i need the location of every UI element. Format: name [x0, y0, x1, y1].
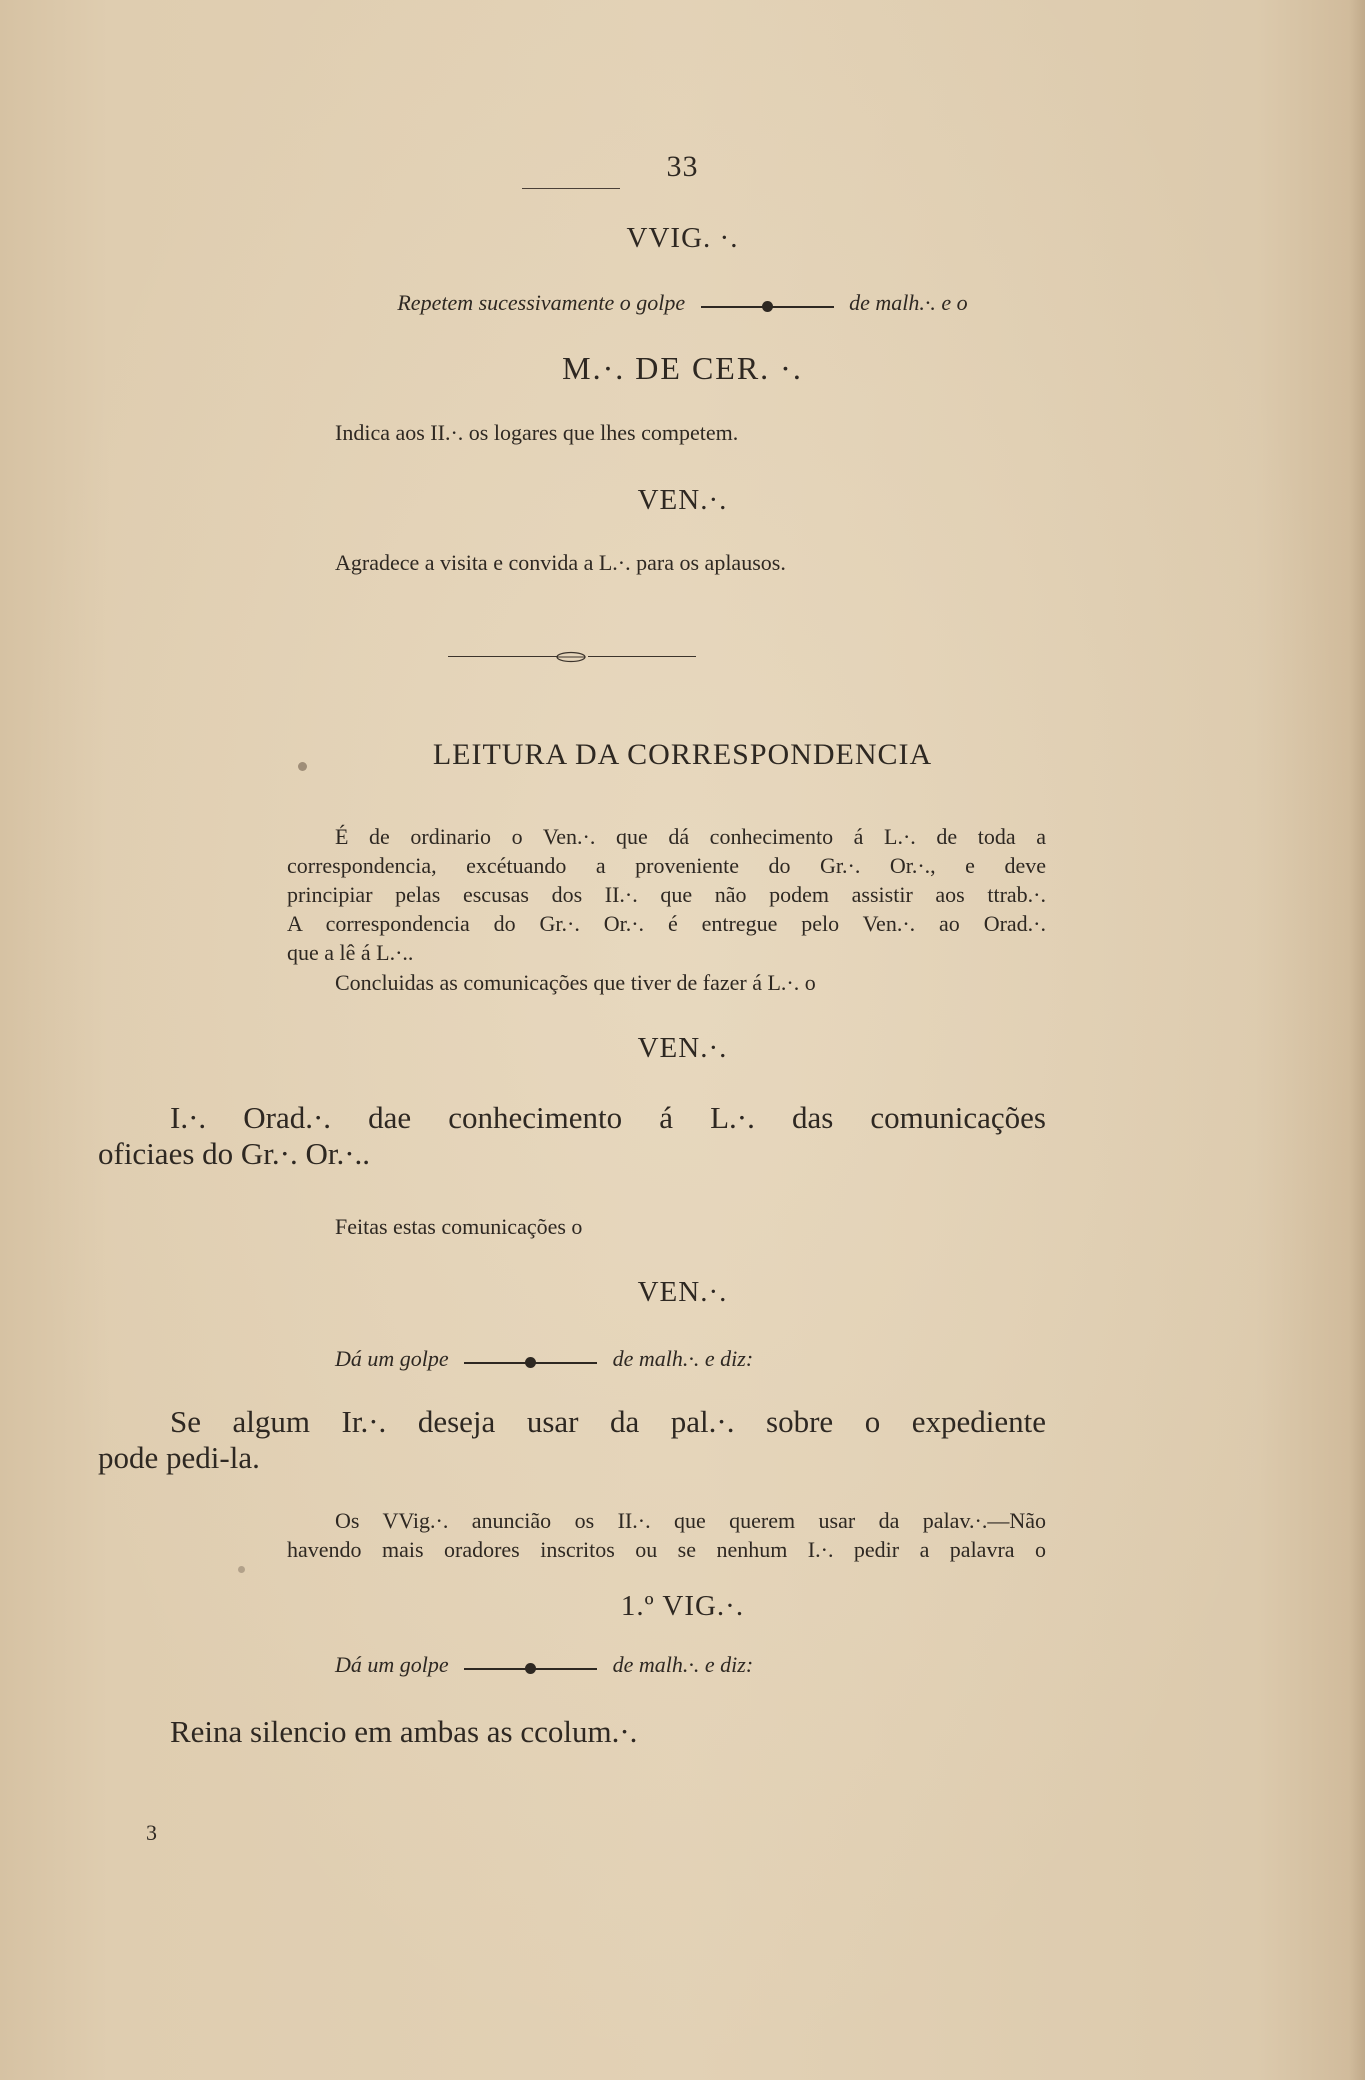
para1-line: que a lê á L.·.. — [287, 940, 414, 965]
speech-orad — [98, 1100, 1046, 1172]
speech-se-algum-line: Se algum Ir.·. deseja usar da pal.·. sobre o expediente — [170, 1404, 1046, 1439]
gavel-stroke-icon — [701, 292, 834, 318]
repetem-text-before: Repetem sucessivamente o golpe — [397, 290, 686, 315]
para1-line: correspondencia, excétuando a proveniente do Gr.·. Or.·., e deve — [287, 853, 1046, 878]
speech-reina: Reina silencio em ambas as ccolum.·. — [170, 1714, 638, 1749]
da-golpe-2-after: de malh.·. e diz: — [612, 1652, 754, 1677]
da-golpe-1-before: Dá um golpe — [335, 1346, 449, 1371]
speech-orad-line: oficiaes do Gr.·. Or.·.. — [98, 1136, 371, 1171]
da-golpe-2-before: Dá um golpe — [335, 1652, 449, 1677]
speech-se-algum-line: pode pedi-la. — [98, 1440, 260, 1475]
speaker-ven-1: VEN.·. — [637, 484, 728, 516]
para1-line: É de ordinario o Ven.·. que dá conhecimento á L.·. de toda a — [335, 824, 1046, 849]
ink-speck — [238, 1566, 245, 1573]
stage-direction-da-golpe-2 — [335, 1652, 753, 1680]
stage-direction-indica: Indica aos II.·. os logares que lhes competem. — [335, 420, 739, 445]
divider-ornament — [448, 650, 696, 664]
speech-se-algum — [98, 1404, 1046, 1476]
repetem-text-after: de malh.·. e o — [849, 290, 968, 315]
stage-direction-agradece: Agradece a visita e convida a L.·. para os aplausos. — [335, 550, 786, 575]
speech-orad-line: I.·. Orad.·. dae conhecimento á L.·. das comunicações — [170, 1100, 1046, 1135]
signature-mark: 3 — [146, 1820, 157, 1845]
para1-line: principiar pelas escusas dos II.·. que não podem assistir aos ttrab.·. — [287, 882, 1046, 907]
gavel-stroke-icon — [464, 1654, 597, 1680]
paragraph-correspondencia — [287, 822, 1046, 967]
speaker-ven-2: VEN.·. — [637, 1032, 728, 1064]
stage-direction-repetem — [0, 290, 1365, 318]
speaker-ven-3: VEN.·. — [637, 1276, 728, 1308]
speaker-vvig: VVIG. ·. — [626, 222, 739, 254]
os-vvig-line: havendo mais oradores inscritos ou se nenhum I.·. pedir a palavra o — [287, 1537, 1046, 1562]
page-number-rule — [522, 188, 620, 189]
page-number: 33 — [666, 150, 699, 183]
section-heading: LEITURA DA CORRESPONDENCIA — [432, 738, 933, 771]
speaker-primeiro-vig: 1.º VIG.·. — [620, 1590, 745, 1622]
paragraph-os-vvig — [287, 1506, 1046, 1564]
speaker-mestre-cerimonias: M.·. DE CER. ·. — [562, 350, 803, 386]
stage-direction-da-golpe-1 — [335, 1346, 753, 1374]
os-vvig-line: Os VVig.·. anuncião os II.·. que querem usar da palav.·.—Não — [335, 1508, 1046, 1533]
ink-speck — [298, 762, 307, 771]
para1-line: A correspondencia do Gr.·. Or.·. é entregue pelo Ven.·. ao Orad.·. — [287, 911, 1046, 936]
gavel-stroke-icon — [464, 1348, 597, 1374]
da-golpe-1-after: de malh.·. e diz: — [612, 1346, 754, 1371]
stage-direction-concluidas: Concluidas as comunicações que tiver de fazer á L.·. o — [335, 970, 816, 995]
stage-direction-feitas: Feitas estas comunicações o — [335, 1214, 583, 1239]
